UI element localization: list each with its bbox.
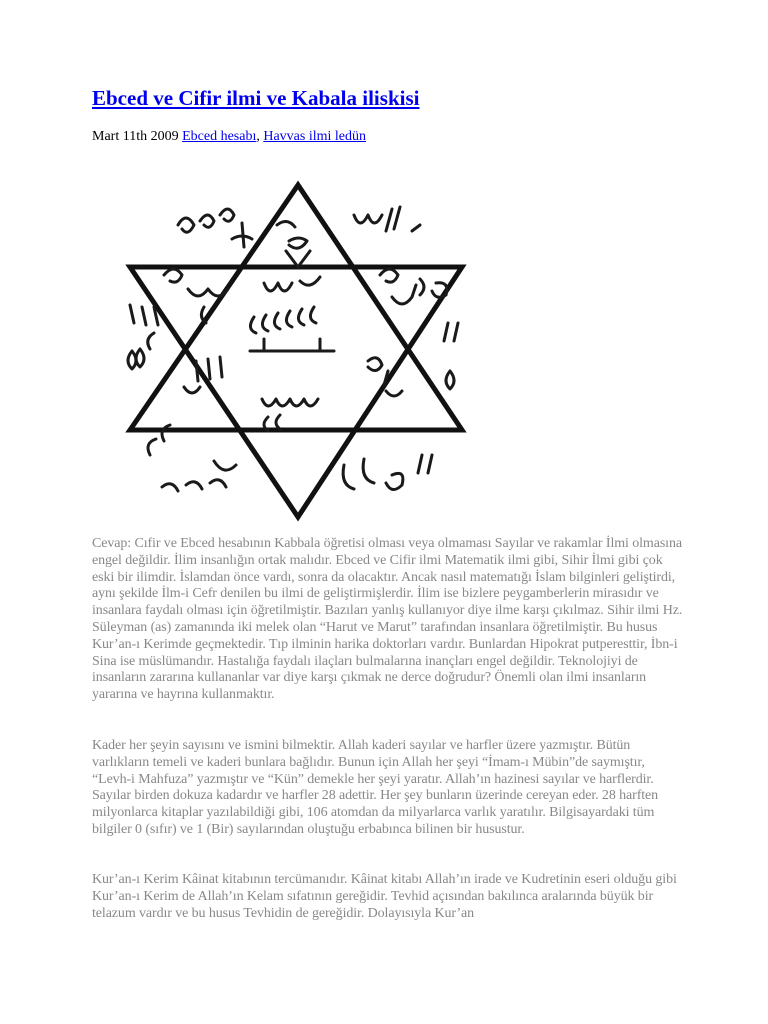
right-side-glyphs — [432, 283, 458, 389]
hexagram-seal-image — [92, 165, 490, 535]
article-paragraph: Kader her şeyin sayısını ve ismini bilmektir. Allah kaderi sayılar ve harfler üzere yazmıştır. Bütün varlıkların temeli ve kaderi bunlara bağlıdır. Bunun için Allah her şeyi “İmam-ı Mübin”de saymıştır, “Levh-i Mahfuza” yazmıştır ve “Kün” demekle her şeyi yaratır. Allah’ın hazinesi sayılar ve harflerdir. Sayılar birden dokuza kadardır ve harfler 28 adettir. Her şey bunların üzerinde cereyan eder. 28 harften milyonlarca kitaplar yazılabildiği gibi, 106 atomdan da milyarlarca varlık yaratılır. Bilgisayardaki tüm bilgiler 0 (sıfır) ve 1 (Bir) sayılarından oluştuğu erbabınca bilinen bir husustur. — [92, 738, 659, 837]
left-side-glyphs — [128, 305, 158, 369]
category-link-havvas-ilmi-ledun[interactable]: Havvas ilmi ledün — [263, 129, 366, 144]
upper-left-triangle-glyphs — [164, 269, 228, 323]
post-date: Mart 11th 2009 — [92, 129, 179, 144]
article-paragraph: Kur’an-ı Kerim Kâinat kitabının tercümanıdır. Kâinat kitabı Allah’ın irade ve Kudretinin eseri olduğu gibi Kur’an-ı Kerim de Allah’ın Kelam sıfatının gereğidir. Tevhid açısından bakılınca aralarında büyük bir telazum vardır ve bu husus Tevhidin de gereğidir. Dolayısıyla Kur’an — [92, 872, 677, 921]
post-title[interactable]: Ebced ve Cifir ilmi ve Kabala iliskisi — [92, 86, 420, 110]
downward-triangle — [130, 267, 462, 517]
category-link-ebced-hesabi[interactable]: Ebced hesabı — [182, 129, 257, 144]
bottom-left-glyphs — [148, 425, 236, 491]
upper-star-glyphs — [277, 221, 310, 267]
hexagram-seal-icon — [92, 165, 490, 535]
top-glyphs — [178, 207, 420, 247]
upper-right-triangle-glyphs — [380, 269, 424, 304]
bottom-right-glyphs — [343, 455, 432, 490]
article-paragraph: Cevap: Cıfir ve Ebced hesabının Kabbala öğretisi olması veya olmaması Sayılar ve rakamlar İlmi olmasına engel değildir. İlim insanlığın ortak malıdır. Ebced ve Cifir ilmi Matematik ilmi gibi, Sihir İlmi gibi çok eski bir ilimdir. İslamdan önce vardı, sonra da olacaktır. Ancak nasıl matematığı İslam bilginleri geliştirdi, aynı şekilde İlm-i Cefr denilen bu ilmi de geliştirmişlerdir. İlim ise bizlere peygamberlerin mirasıdır ve insanlara faydalı olması için öğretilmiştir. Bazıları yanlış kullanıyor diye ilme karşı çıkılmaz. Sihir ilmi Hz. Süleyman (as) zamanında iki melek olan “Harut ve Marut” tarafından insanlara öğretilmiştir. Bu husus Kur’an-ı Kerimde geçmektedir. Tıp ilminin harika doktorları vardır. Bunlardan Hipokrat putperesttir, İbn-i Sina ise müslümandır. Hastalığa faydalı ilaçları bulmalarına inançları engel değildir. Teknolojiyi de insanların zararına kullananlar var diye karşı çıkmak ne derce doğrudur? Önemli olan ilmi insanların yararına ve hayrına kullanmaktır. — [92, 536, 683, 703]
center-glyphs — [250, 277, 334, 351]
lower-center-glyphs — [262, 399, 318, 431]
category-separator: , — [256, 129, 260, 144]
post-meta — [92, 129, 366, 146]
